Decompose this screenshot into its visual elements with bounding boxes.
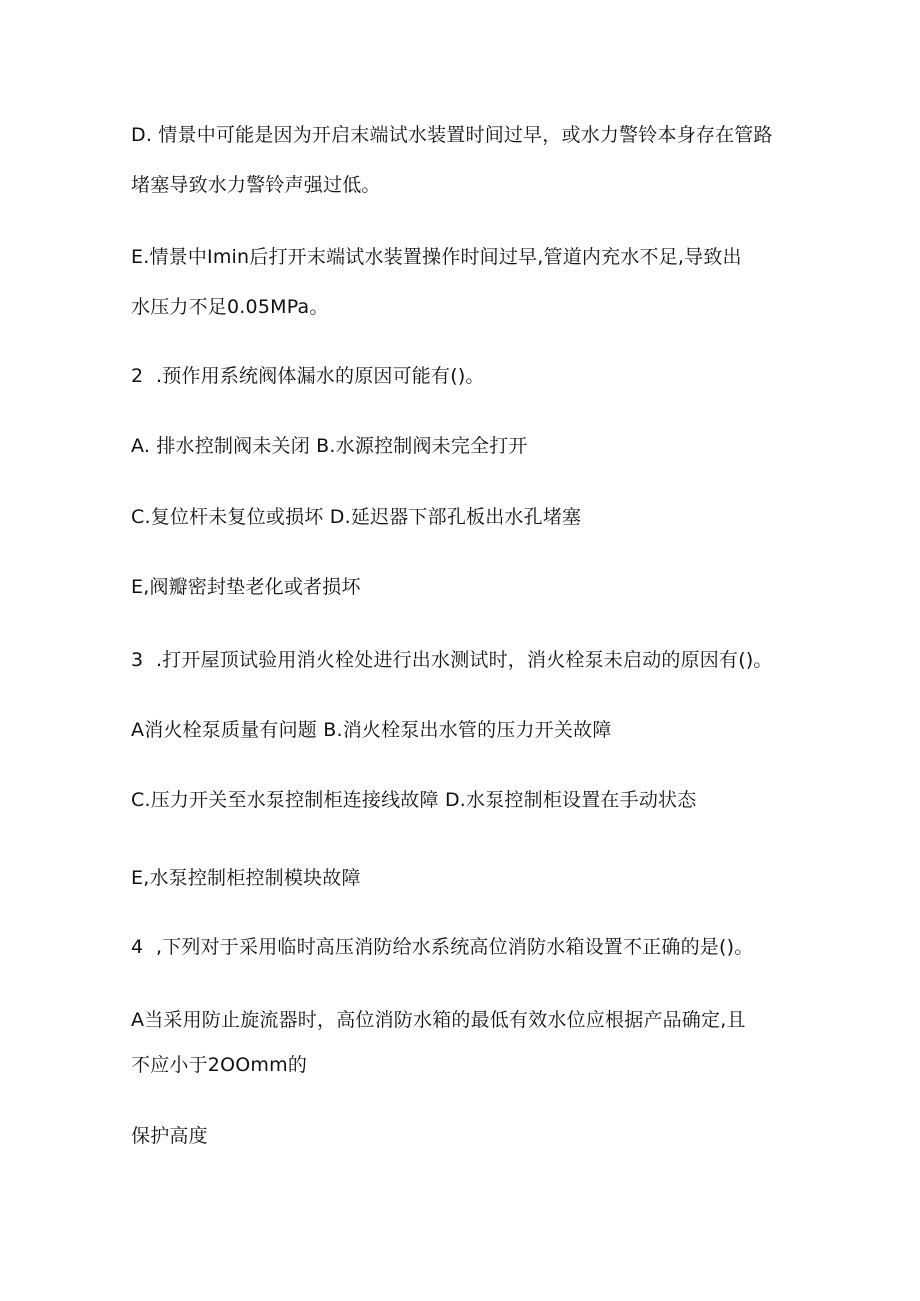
question-3-options-cd: C.压力开关至水泵控制柜连接线故障 D.水泵控制柜设置在手动状态 bbox=[131, 789, 697, 811]
option-d-line-1: D. 情景中可能是因为开启末端试水装置时间过早，或水力警铃本身存在管路 bbox=[131, 124, 773, 146]
question-3-options-ab: A消火栓泵质量有问题 B.消火栓泵出水管的压力开关故障 bbox=[131, 719, 612, 741]
question-4-option-a-line-3: 保护高度 bbox=[131, 1125, 208, 1147]
question-4-option-a-line-2: 不应小于2OOmm的 bbox=[131, 1054, 308, 1076]
question-4-option-a-line-1: A当采用防止旋流器时，高位消防水箱的最低有效水位应根据产品确定,且 bbox=[131, 1009, 746, 1031]
question-3-option-e: E,水泵控制柜控制模块故障 bbox=[131, 867, 361, 889]
option-e-line-2: 水压力不足0.05MPa。 bbox=[131, 296, 329, 318]
question-2-options-ab: A. 排水控制阀未关闭 B.水源控制阀未完全打开 bbox=[131, 435, 528, 457]
question-3: 3 .打开屋顶试验用消火栓处进行出水测试时，消火栓泵未启动的原因有()。 bbox=[131, 649, 773, 671]
question-2: 2 .预作用系统阀体漏水的原因可能有()。 bbox=[131, 365, 485, 387]
question-2-option-e: E,阀瓣密封垫老化或者损坏 bbox=[131, 576, 361, 598]
option-d-line-2: 堵塞导致水力警铃声强过低。 bbox=[131, 174, 381, 196]
question-4: 4 ,下列对于采用临时高压消防给水系统高位消防水箱设置不正确的是()。 bbox=[131, 936, 754, 958]
option-e-line-1: E.情景中Imin后打开末端试水装置操作时间过早,管道内充水不足,导致出 bbox=[131, 246, 742, 268]
question-2-options-cd: C.复位杆未复位或损坏 D.延迟器下部孔板出水孔堵塞 bbox=[131, 506, 582, 528]
